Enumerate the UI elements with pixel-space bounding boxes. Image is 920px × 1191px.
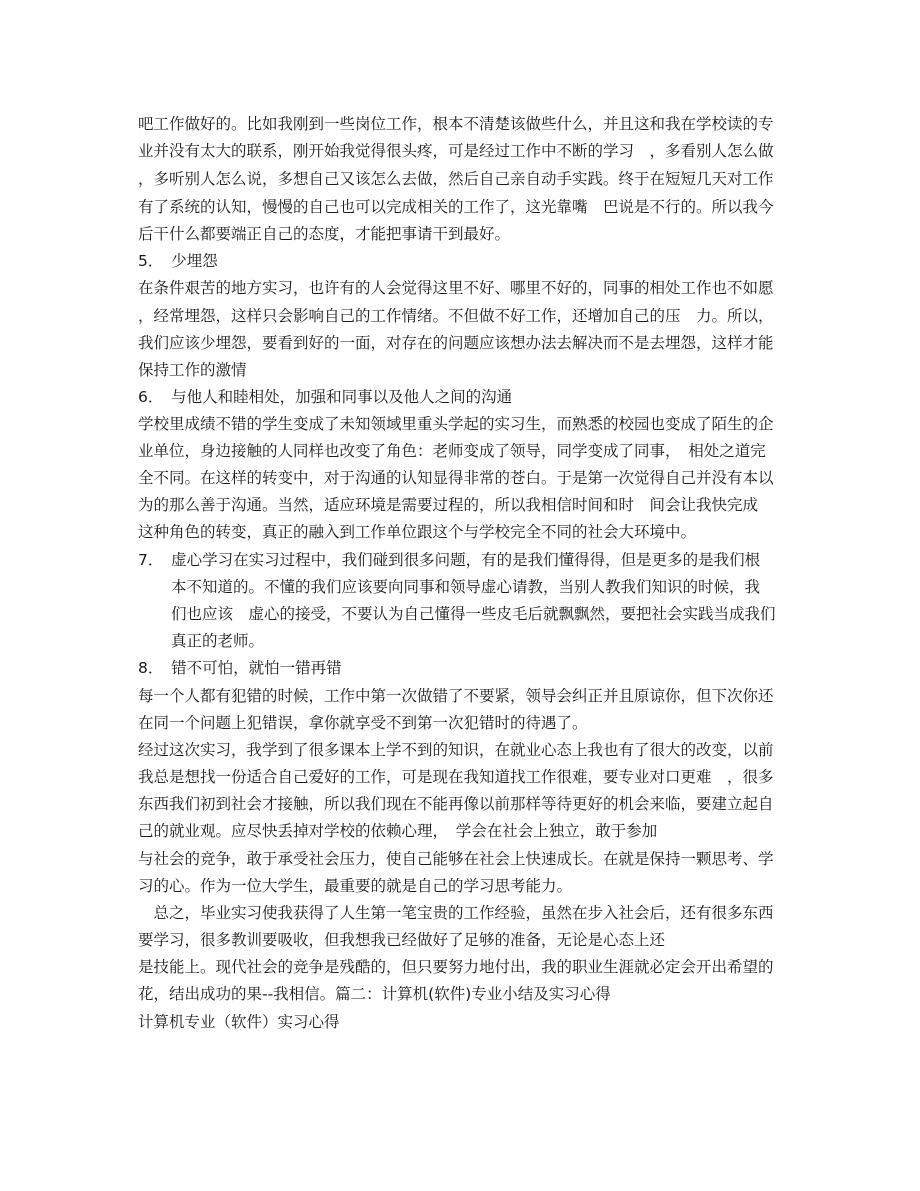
text-line: 这种角色的转变，真正的融入到工作单位跟这个与学校完全不同的社会大环境中。 — [138, 523, 697, 541]
text-line: 习的心。作为一位大学生，最重要的就是自己的学习思考能力。 — [138, 877, 573, 895]
text-line: 有了系统的认知，慢慢的自己也可以完成相关的工作了，这光靠嘴 巴说是不行的。所以我今 — [138, 198, 774, 216]
text-line: 花，结出成功的果--我相信。篇二：计算机(软件)专业小结及实习心得 — [138, 985, 611, 1003]
text-line: 我总是想找一份适合自己爱好的工作，可是现在我知道找工作很难，要专业对口更难 ，很多 — [138, 768, 774, 786]
text-line: 业单位，身边接触的人同样也改变了角色：老师变成了领导，同学变成了同事， 相处之道完 — [138, 442, 766, 460]
text-line: 要学习，很多教训要吸收，但我想我已经做好了足够的准备，无论是心态上还 — [138, 931, 666, 949]
text-line: 己的就业观。应尽快丢掉对学校的依赖心理， 学会在社会上独立，敢于参加 — [138, 822, 658, 840]
text-line: ，经常埋怨，这样只会影响自己的工作情绪。不但做不好工作，还增加自己的压 力。所以， — [138, 307, 774, 325]
text-line: 保持工作的激情 — [138, 361, 247, 379]
text-line: 真正的老师。 — [171, 632, 265, 650]
text-line: 为的那么善于沟通。当然，适应环境是需要过程的，所以我相信时间和时 间会让我快完成 — [138, 496, 759, 514]
text-line: 总之，毕业实习使我获得了人生第一笔宝贵的工作经验，虽然在步入社会后，还有很多东西 — [138, 904, 774, 922]
text-line: 计算机专业（软件）实习心得 — [138, 1013, 340, 1031]
text-line: 全不同。在这样的转变中，对于沟通的认知显得非常的苍白。于是第一次觉得自己并没有本以 — [138, 469, 774, 487]
text-line: 在条件艰苦的地方实习，也许有的人会觉得这里不好、哪里不好的，同事的相处工作也不如愿 — [138, 279, 774, 297]
text-line: 东西我们初到社会才接触，所以我们现在不能再像以前那样等待更好的机会来临，要建立起自 — [138, 795, 774, 813]
section-heading: 5． 少埋怨 — [138, 252, 218, 270]
text-line: 们也应该 虚心的接受，不要认为自己懂得一些皮毛后就飘飘然，要把社会实践当成我们 — [171, 605, 776, 623]
text-line: ，多听别人怎么说，多想自己又该怎么去做，然后自己亲自动手实践。终于在短短几天对工作 — [138, 170, 774, 188]
text-line: 与社会的竞争，敢于承受社会压力，使自己能够在社会上快速成长。在就是保持一颗思考、学 — [138, 850, 774, 868]
text-line: 业并没有太大的联系，刚开始我觉得很头疼，可是经过工作中不断的学习 ，多看别人怎么做 — [138, 142, 774, 160]
text-line: 在同一个问题上犯错误，拿你就享受不到第一次犯错时的待遇了。 — [138, 714, 588, 732]
section-heading: 7． 虚心学习在实习过程中，我们碰到很多问题，有的是我们懂得得，但是更多的是我们根 — [138, 551, 761, 569]
text-line: 是技能上。现代社会的竞争是残酷的，但只要努力地付出，我的职业生涯就必定会开出希望的 — [138, 958, 774, 976]
text-line: 本不知道的。不懂的我们应该要向同事和领导虚心请教，当别人教我们知识的时候，我 — [171, 578, 761, 596]
text-line: 吧工作做好的。比如我刚到一些岗位工作，根本不清楚该做些什么，并且这和我在学校读的专 — [138, 115, 774, 133]
text-line: 学校里成绩不错的学生变成了未知领域里重头学起的实习生，而熟悉的校园也变成了陌生的企 — [138, 415, 774, 433]
section-heading: 6． 与他人和睦相处，加强和同事以及他人之间的沟通 — [138, 388, 513, 406]
text-line: 后干什么都要端正自己的态度，才能把事请干到最好。 — [138, 225, 511, 243]
text-line: 经过这次实习，我学到了很多课本上学不到的知识，在就业心态上我也有了很大的改变，以前 — [138, 741, 774, 759]
section-heading: 8． 错不可怕，就怕一错再错 — [138, 659, 342, 677]
text-line: 每一个人都有犯错的时候，工作中第一次做错了不要紧，领导会纠正并且原谅你，但下次你还 — [138, 687, 774, 705]
text-line: 我们应该少埋怨，要看到好的一面，对存在的问题应该想办法去解决而不是去埋怨，这样才能 — [138, 334, 774, 352]
